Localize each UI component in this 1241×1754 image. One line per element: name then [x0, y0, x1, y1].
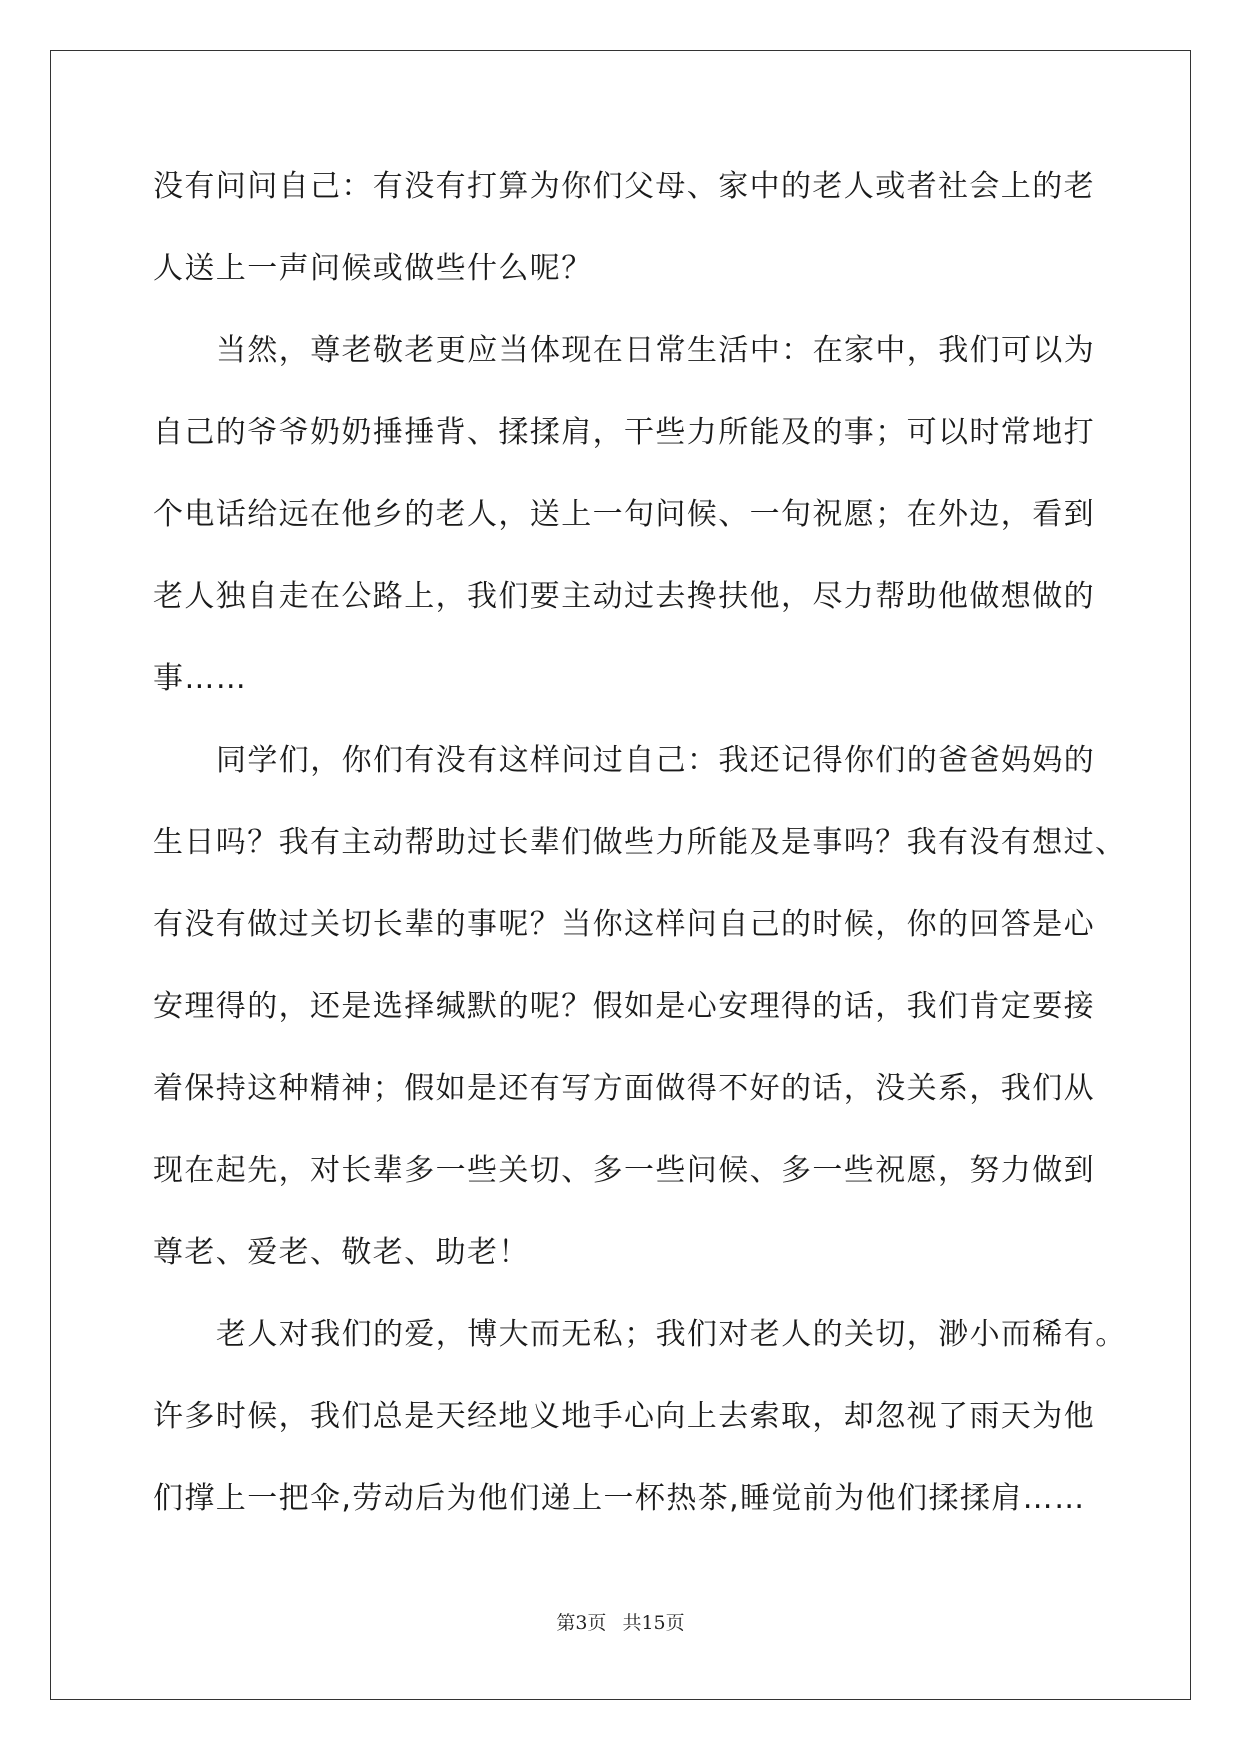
- text-line-17: 们撑上一把伞,劳动后为他们递上一杯热茶,睡觉前为他们揉揉肩……: [153, 1481, 1086, 1516]
- page-number-footer: 第3页 共15页: [556, 1612, 685, 1634]
- text-line-12: 着保持这种精神；假如是还有写方面做得不好的话，没关系，我们从: [153, 1071, 1095, 1106]
- text-line-13: 现在起先，对长辈多一些关切、多一些问候、多一些祝愿，努力做到: [153, 1153, 1095, 1188]
- text-line-14: 尊老、爱老、敬老、助老！: [153, 1235, 530, 1270]
- text-line-1: 没有问问自己：有没有打算为你们父母、家中的老人或者社会上的老: [153, 169, 1095, 204]
- text-line-2: 人送上一声问候或做些什么呢？: [153, 251, 593, 286]
- text-line-5: 个电话给远在他乡的老人，送上一句问候、一句祝愿；在外边，看到: [153, 497, 1095, 532]
- text-line-3: 当然，尊老敬老更应当体现在日常生活中：在家中，我们可以为: [216, 333, 1096, 368]
- text-line-9: 生日吗？我有主动帮助过长辈们做些力所能及是事吗？我有没有想过、: [153, 825, 1127, 860]
- text-line-11: 安理得的，还是选择缄默的呢？假如是心安理得的话，我们肯定要接: [153, 989, 1095, 1024]
- document-body: [153, 162, 1127, 1556]
- text-line-6: 老人独自走在公路上，我们要主动过去搀扶他，尽力帮助他做想做的: [153, 579, 1095, 614]
- text-line-4: 自己的爷爷奶奶捶捶背、揉揉肩，干些力所能及的事；可以时常地打: [153, 415, 1095, 450]
- text-line-15: 老人对我们的爱，博大而无私；我们对老人的关切，渺小而稀有。: [216, 1317, 1127, 1352]
- text-line-10: 有没有做过关切长辈的事呢？当你这样问自己的时候，你的回答是心: [153, 907, 1095, 942]
- text-line-8: 同学们，你们有没有这样问过自己：我还记得你们的爸爸妈妈的: [216, 743, 1096, 778]
- text-line-7: 事……: [153, 661, 248, 696]
- text-line-16: 许多时候，我们总是天经地义地手心向上去索取，却忽视了雨天为他: [153, 1399, 1095, 1434]
